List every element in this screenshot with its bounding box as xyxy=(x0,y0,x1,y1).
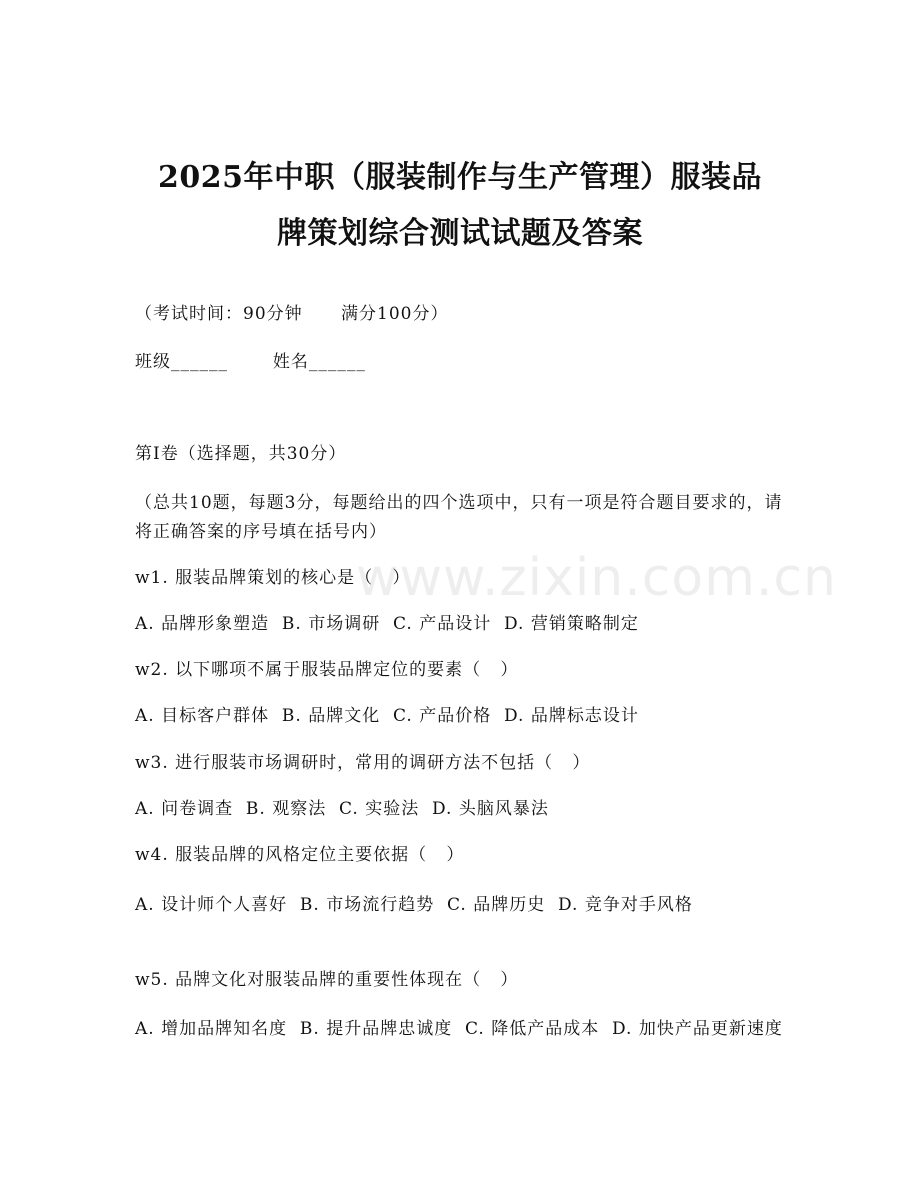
document-title xyxy=(120,150,800,262)
question-options: A. 品牌形象塑造 B. 市场调研 C. 产品设计 D. 营销策略制定 xyxy=(135,614,639,634)
instructions: （总共10题，每题3分，每题给出的四个选项中，只有一项是符合题目要求的，请将正确答案的序号填在括号内） xyxy=(135,493,783,542)
question-options: A. 设计师个人喜好 B. 市场流行趋势 C. 品牌历史 D. 竞争对手风格 xyxy=(135,895,693,915)
question-stem: w4. 服装品牌的风格定位主要依据（ ） xyxy=(135,845,465,865)
question-stem: w5. 品牌文化对服装品牌的重要性体现在（ ） xyxy=(135,970,519,990)
question-stem: w3. 进行服装市场调研时，常用的调研方法不包括（ ） xyxy=(135,753,591,773)
question-stem: w1. 服装品牌策划的核心是（ ） xyxy=(135,568,411,588)
question-options: A. 问卷调查 B. 观察法 C. 实验法 D. 头脑风暴法 xyxy=(135,799,549,819)
question-stem: w2. 以下哪项不属于服装品牌定位的要素（ ） xyxy=(135,660,519,680)
section-heading: 第I卷（选择题，共30分） xyxy=(135,444,347,464)
title-line-2: 牌策划综合测试试题及答案 xyxy=(277,216,643,251)
question-options: A. 增加品牌知名度 B. 提升品牌忠诚度 C. 降低产品成本 D. 加快产品更新速度 xyxy=(135,1019,783,1039)
title-line-1: 2025年中职（服装制作与生产管理）服装品 xyxy=(158,160,762,195)
watermark: www.zixin.com.cn xyxy=(356,548,837,608)
exam-info: （考试时间：90分钟 满分100分） xyxy=(135,304,449,324)
question-options: A. 目标客户群体 B. 品牌文化 C. 产品价格 D. 品牌标志设计 xyxy=(135,706,639,726)
class-name-line: 班级______ 姓名______ xyxy=(135,352,366,372)
